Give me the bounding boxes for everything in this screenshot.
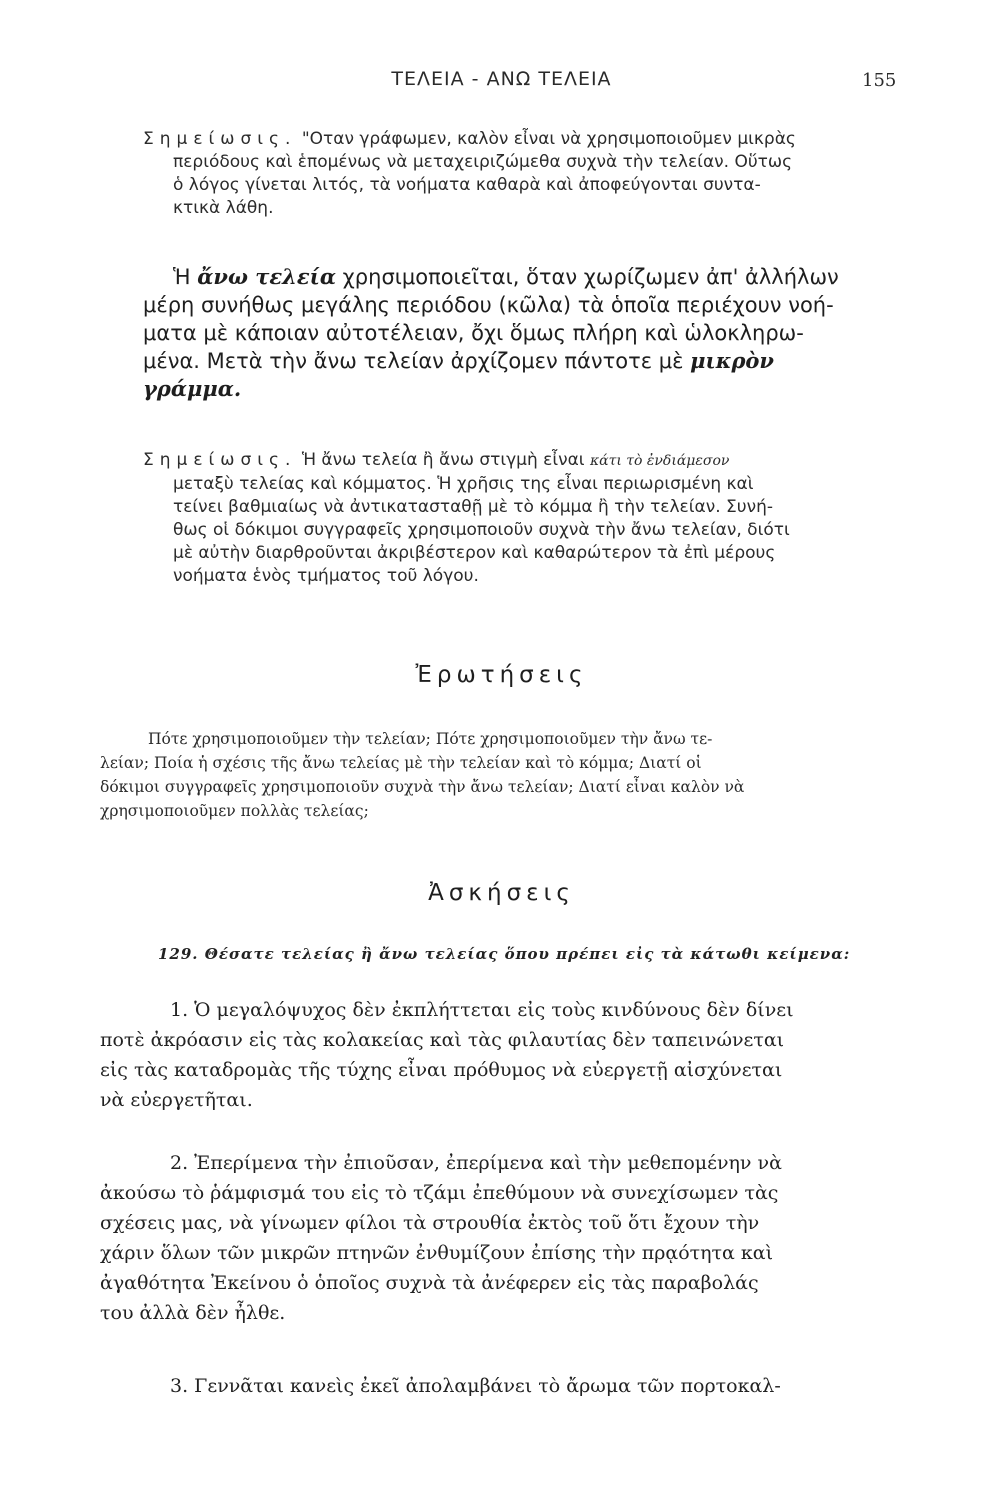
exercise-line: χάριν ὅλων τῶν μικρῶν πτηνῶν ἐνθυμίζουν ἐπίσης τὴν πρᾳότητα καὶ bbox=[100, 1242, 774, 1264]
question-line: δόκιμοι συγγραφεῖς χρησιμοποιοῦν συχνὰ τὴν ἄνω τελείαν; Διατί εἶναι καλὸν νὰ bbox=[100, 778, 745, 796]
running-head-title: ΤΕΛΕΙΑ - ΑΝΩ ΤΕΛΕΙΑ bbox=[391, 68, 612, 90]
paragraph-line: ματα μὲ κάποιαν αὐτοτέλειαν, ὄχι ὅμως πλήρη καὶ ὡλοκληρω- bbox=[143, 321, 804, 345]
exercise-line: ἀκούσω τὸ ῥάμφισμά του εἰς τὸ τζάμι ἐπεθύμουν νὰ συνεχίσωμεν τὰς bbox=[100, 1182, 779, 1204]
question-line: Πότε χρησιμοποιοῦμεν τὴν τελείαν; Πότε χρησιμοποιοῦμεν τὴν ἄνω τε- bbox=[148, 730, 713, 748]
exercise-instruction: 129. Θέσατε τελείας ἢ ἄνω τελείας ὅπου πρέπει εἰς τὰ κάτωθι κείμενα: bbox=[158, 945, 851, 963]
paragraph-text: χρησιμοποιεῖται, ὅταν χωρίζωμεν ἀπ' ἀλλήλων bbox=[342, 265, 839, 289]
paragraph-line bbox=[143, 347, 903, 375]
note-line: τείνει βαθμιαίως νὰ ἀντικατασταθῇ μὲ τὸ κόμμα ἢ τὴν τελείαν. Συνή- bbox=[173, 497, 773, 517]
note-line: νοήματα ἑνὸς τμήματος τοῦ λόγου. bbox=[173, 566, 479, 586]
note-line bbox=[143, 128, 903, 151]
exercise-line: νὰ εὐεργετῆται. bbox=[100, 1089, 253, 1111]
note-block-1 bbox=[143, 128, 903, 220]
note-text: "Οταν γράφωμεν, καλὸν εἶναι νὰ χρησιμοποιοῦμεν μικρὰς bbox=[301, 129, 796, 149]
note-line: μεταξὺ τελείας καὶ κόμματος. Ἡ χρῆσις της εἶναι περιωρισμένη καὶ bbox=[173, 474, 754, 494]
note-line: περιόδους καὶ ἑπομένως νὰ μεταχειριζώμεθα συχνὰ τὴν τελείαν. Οὕτως bbox=[173, 152, 793, 172]
paragraph-lead: Ἡ bbox=[173, 265, 191, 289]
note-line: θως οἱ δόκιμοι συγγραφεῖς χρησιμοποιοῦν συχνὰ τὴν ἄνω τελείαν, διότι bbox=[173, 520, 790, 540]
paragraph-line bbox=[143, 263, 903, 291]
note-label: Σημείωσις. bbox=[143, 129, 297, 149]
note-label: Σημείωσις. bbox=[143, 450, 297, 470]
emphasized-term: γράμμα. bbox=[143, 376, 242, 401]
exercise-line: εἰς τὰς καταδρομὰς τῆς τύχης εἶναι πρόθυμος νὰ εὐεργετῇ αἰσχύνεται bbox=[100, 1059, 783, 1081]
note-line: ὁ λόγος γίνεται λιτός, τὰ νοήματα καθαρὰ καὶ ἀποφεύγονται συντα- bbox=[173, 175, 761, 195]
exercise-item-1 bbox=[100, 995, 920, 1115]
note-emph-text: κάτι τὸ ἐνδιάμεσον bbox=[589, 453, 730, 469]
exercise-line: 1. Ὁ μεγαλόψυχος δὲν ἐκπλήττεται εἰς τοὺς κινδύνους δὲν δίνει bbox=[170, 999, 794, 1021]
paragraph-line: μέρη συνήθως μεγάλης περιόδου (κῶλα) τὰ ὁποῖα περιέχουν νοή- bbox=[143, 293, 834, 317]
note-text: Ἡ ἄνω τελεία ἢ ἄνω στιγμὴ εἶναι bbox=[301, 450, 585, 470]
exercise-line: σχέσεις μας, νὰ γίνωμεν φίλοι τὰ στρουθία ἐκτὸς τοῦ ὅτι ἔχουν τὴν bbox=[100, 1212, 760, 1234]
emphasized-term: ἄνω τελεία bbox=[197, 264, 336, 289]
note-line: μὲ αὐτὴν διαρθροῦνται ἀκριβέστερον καὶ καθαρώτερον τὰ ἐπὶ μέρους bbox=[173, 543, 776, 563]
emphasized-term: μικρὸν bbox=[690, 348, 774, 373]
paragraph-line bbox=[143, 375, 903, 403]
note-line bbox=[143, 449, 903, 473]
exercise-line: 2. Ἐπερίμενα τὴν ἐπιοῦσαν, ἐπερίμενα καὶ τὴν μεθεπομένην νὰ bbox=[170, 1152, 782, 1174]
questions-heading: Ἐρωτήσεις bbox=[415, 662, 588, 688]
exercise-line: 3. Γεννᾶται κανεὶς ἐκεῖ ἀπολαμβάνει τὸ ἄρωμα τῶν πορτοκαλ- bbox=[170, 1375, 781, 1397]
ano-teleia-paragraph bbox=[143, 263, 903, 403]
page-number: 155 bbox=[862, 70, 897, 91]
questions-block bbox=[100, 727, 908, 823]
exercise-line: ἀγαθότητα Ἐκείνου ὁ ὁποῖος συχνὰ τὰ ἀνέφερεν εἰς τὰς παραβολάς bbox=[100, 1272, 759, 1294]
question-line: λείαν; Ποία ἡ σχέσις τῆς ἄνω τελείας μὲ τὴν τελείαν καὶ τὸ κόμμα; Διατί οἱ bbox=[100, 754, 702, 772]
paragraph-text: μένα. Μετὰ τὴν ἄνω τελείαν ἀρχίζομεν πάντοτε μὲ bbox=[143, 349, 684, 373]
exercise-item-2 bbox=[100, 1148, 920, 1328]
exercise-line: του ἀλλὰ δὲν ἦλθε. bbox=[100, 1302, 286, 1324]
exercise-item-3 bbox=[100, 1371, 920, 1401]
note-line: κτικὰ λάθη. bbox=[173, 198, 274, 218]
exercise-line: ποτὲ ἀκρόασιν εἰς τὰς κολακείας καὶ τὰς φιλαυτίας δὲν ταπεινώνεται bbox=[100, 1029, 785, 1051]
note-block-2 bbox=[143, 449, 903, 588]
question-line: χρησιμοποιοῦμεν πολλὰς τελείας; bbox=[100, 802, 369, 820]
exercises-heading: Ἀσκήσεις bbox=[428, 880, 575, 906]
